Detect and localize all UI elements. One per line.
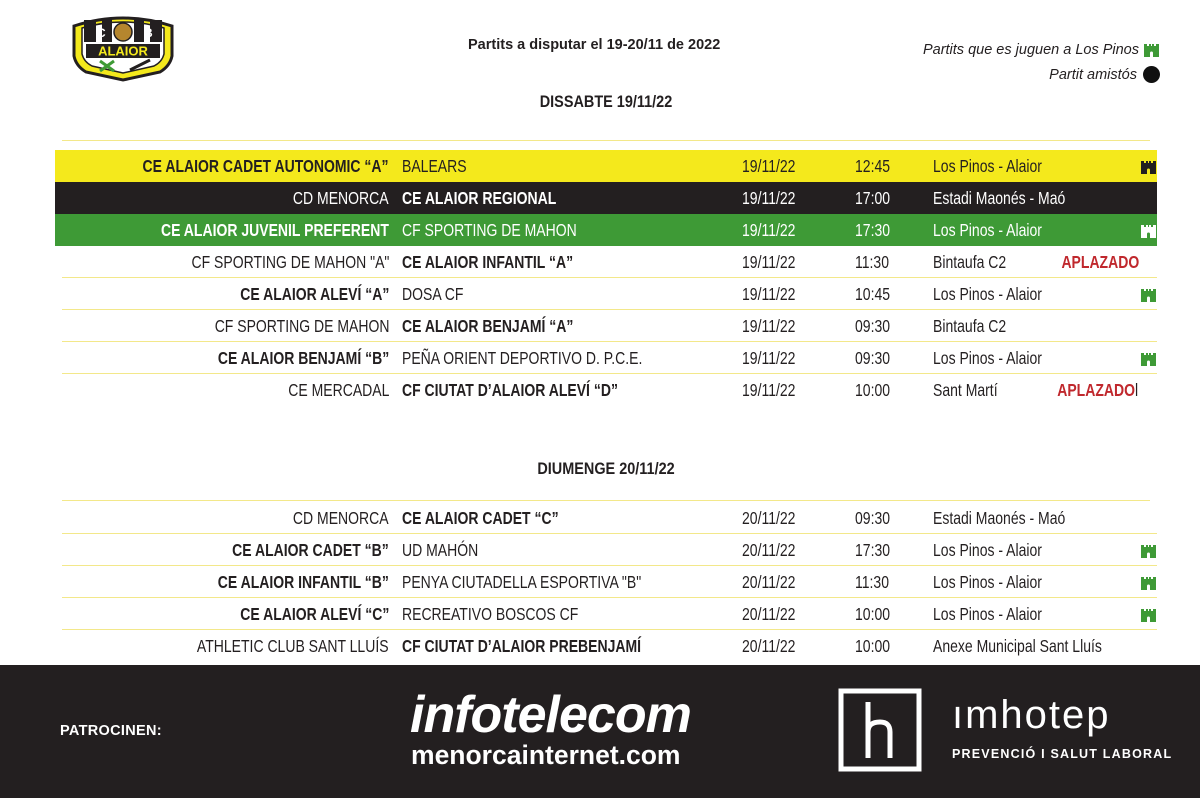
castle-icon <box>1140 542 1157 559</box>
away-team: CF CIUTAT D’ALAIOR PREBENJAMÍ <box>402 636 642 656</box>
home-team: CD MENORCA <box>293 508 389 528</box>
logo-letter-b: B <box>144 26 153 40</box>
match-time: 11:30 <box>855 252 889 272</box>
home-team: CE ALAIOR ALEVÍ “C” <box>239 604 389 624</box>
home-team: CF SPORTING DE MAHON "A" <box>191 252 389 272</box>
legend <box>923 37 1160 87</box>
match-date: 19/11/22 <box>742 316 796 336</box>
sponsor-label: PATROCINEN: <box>60 723 162 739</box>
match-row <box>55 150 1157 182</box>
match-venue: Bintaufa C2 <box>933 316 1007 336</box>
match-venue: Los Pinos - Alaior <box>933 220 1042 240</box>
home-team: CE ALAIOR ALEVÍ “A” <box>239 284 389 304</box>
sunday-title: DIUMENGE 20/11/22 <box>537 459 675 478</box>
match-time: 17:00 <box>855 188 891 208</box>
match-time: 17:30 <box>855 540 891 560</box>
sponsor-url: menorcainternet.com <box>411 740 681 770</box>
match-row <box>55 534 1157 566</box>
match-venue: Anexe Municipal Sant Lluís <box>933 636 1102 656</box>
match-row <box>55 278 1157 310</box>
black-dot-icon <box>1143 66 1160 83</box>
match-row <box>55 598 1157 630</box>
castle-icon <box>1140 158 1157 175</box>
legend-friendly-label: Partit amistós <box>1049 66 1137 83</box>
match-row <box>55 182 1157 214</box>
home-team: CF SPORTING DE MAHON <box>214 316 389 336</box>
castle-icon <box>1140 286 1157 303</box>
away-team: CF CIUTAT D’ALAIOR ALEVÍ “D” <box>402 380 618 400</box>
away-team: DOSA CF <box>402 284 464 304</box>
match-time: 10:00 <box>855 636 891 656</box>
match-venue: Los Pinos - Alaior <box>933 284 1042 304</box>
home-team: CE ALAIOR CADET AUTONOMIC “A” <box>142 156 389 176</box>
home-team: CE MERCADAL <box>287 380 389 400</box>
match-date: 20/11/22 <box>742 540 796 560</box>
home-team: CE ALAIOR CADET “B” <box>232 540 389 560</box>
match-date: 19/11/22 <box>742 252 796 272</box>
castle-icon <box>1140 606 1157 623</box>
match-row <box>55 502 1157 534</box>
logo-letter-c: C <box>97 26 106 40</box>
home-team: CE ALAIOR INFANTIL “B” <box>217 572 389 592</box>
match-venue: Los Pinos - Alaior <box>933 156 1042 176</box>
match-venue: Estadi Maonés - Maó <box>933 188 1066 208</box>
away-team: CF SPORTING DE MAHON <box>402 220 577 240</box>
match-time: 09:30 <box>855 508 891 528</box>
logo-name: ALAIOR <box>98 43 148 59</box>
sponsor-imhotep: ımhotep <box>952 693 1111 737</box>
home-team: ATHLETIC CLUB SANT LLUÍS <box>197 636 389 656</box>
match-row <box>55 342 1157 374</box>
match-time: 10:45 <box>855 284 891 304</box>
match-time: 10:00 <box>855 380 891 400</box>
page-title: Partits a disputar el 19-20/11 de 2022 <box>468 37 721 53</box>
match-row <box>55 214 1157 246</box>
match-venue: Los Pinos - Alaior <box>933 572 1042 592</box>
match-time: 10:00 <box>855 604 891 624</box>
away-team: PEÑA ORIENT DEPORTIVO D. P.C.E. <box>402 348 643 368</box>
home-team: CE ALAIOR JUVENIL PREFERENT <box>161 220 389 240</box>
match-date: 19/11/22 <box>742 380 796 400</box>
castle-icon <box>1140 350 1157 367</box>
match-row <box>55 630 1157 662</box>
match-time: 09:30 <box>855 316 891 336</box>
away-team: PENYA CIUTADELLA ESPORTIVA "B" <box>402 572 642 592</box>
match-venue: Bintaufa C2 <box>933 252 1007 272</box>
legend-friendly-row <box>923 62 1160 87</box>
away-team: RECREATIVO BOSCOS CF <box>402 604 579 624</box>
match-venue: Los Pinos - Alaior <box>933 540 1042 560</box>
club-logo <box>70 12 176 82</box>
match-row <box>55 566 1157 598</box>
match-date: 19/11/22 <box>742 156 796 176</box>
match-venue: Sant Martí <box>933 380 998 400</box>
away-team: CE ALAIOR BENJAMÍ “A” <box>402 316 574 336</box>
match-time: 09:30 <box>855 348 891 368</box>
away-team: UD MAHÓN <box>402 540 479 560</box>
legend-home-row <box>923 37 1160 62</box>
away-team: CE ALAIOR REGIONAL <box>402 188 557 208</box>
match-time: 17:30 <box>855 220 891 240</box>
castle-icon <box>1140 574 1157 591</box>
match-date: 20/11/22 <box>742 604 796 624</box>
status-badge: APLAZADO <box>1061 252 1139 272</box>
match-date: 19/11/22 <box>742 220 796 240</box>
h-logo-icon <box>838 688 922 772</box>
away-team: CE ALAIOR CADET “C” <box>402 508 559 528</box>
match-date: 19/11/22 <box>742 284 796 304</box>
match-date: 20/11/22 <box>742 572 796 592</box>
divider <box>62 140 1150 141</box>
status-badge: APLAZADOl <box>1057 380 1138 400</box>
match-time: 12:45 <box>855 156 891 176</box>
sponsor-footer <box>0 665 1200 798</box>
match-date: 19/11/22 <box>742 188 796 208</box>
home-team: CE ALAIOR BENJAMÍ “B” <box>217 348 389 368</box>
sponsor-infotelecom: infotelecom <box>410 686 691 744</box>
match-row <box>55 374 1157 406</box>
legend-home-label: Partits que es juguen a Los Pinos <box>922 41 1139 58</box>
away-team: BALEARS <box>402 156 467 176</box>
match-date: 20/11/22 <box>742 636 796 656</box>
match-venue: Estadi Maonés - Maó <box>933 508 1066 528</box>
match-row <box>55 246 1157 278</box>
divider <box>62 500 1150 501</box>
home-team: CD MENORCA <box>293 188 389 208</box>
castle-icon <box>1143 41 1160 58</box>
match-venue: Los Pinos - Alaior <box>933 348 1042 368</box>
match-date: 20/11/22 <box>742 508 796 528</box>
match-row <box>55 310 1157 342</box>
match-time: 11:30 <box>855 572 889 592</box>
castle-icon <box>1140 222 1157 239</box>
away-team: CE ALAIOR INFANTIL “A” <box>402 252 574 272</box>
match-date: 19/11/22 <box>742 348 796 368</box>
saturday-title: DISSABTE 19/11/22 <box>539 92 673 111</box>
sponsor-imhotep-tagline: PREVENCIÓ I SALUT LABORAL <box>952 747 1173 761</box>
match-venue: Los Pinos - Alaior <box>933 604 1042 624</box>
